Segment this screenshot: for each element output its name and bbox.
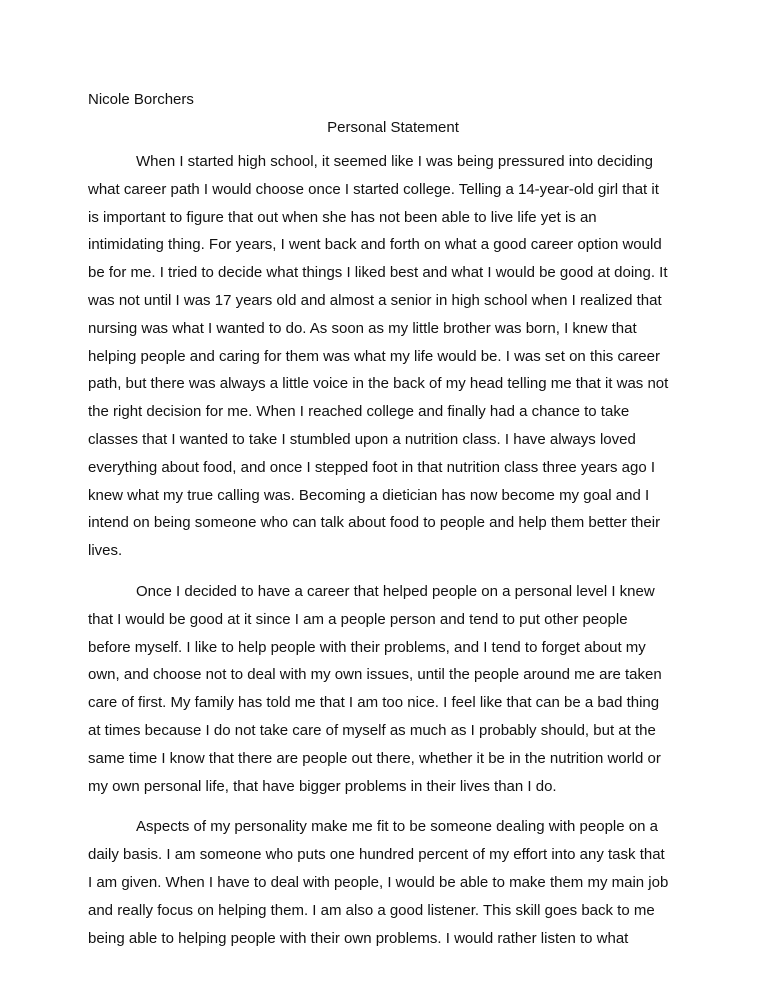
paragraph: [88, 578, 688, 800]
text-line: lives.: [88, 542, 123, 560]
document-body: [88, 148, 688, 965]
text-line: knew what my true calling was. Becoming a dietician has now become my goal and I: [88, 486, 650, 504]
text-line: helping people and caring for them was what my life would be. I was set on this career: [88, 347, 660, 365]
text-line: what career path I would choose once I started college. Telling a 14-year-old girl that it: [88, 180, 659, 198]
paragraph: [88, 148, 688, 565]
text-line: and really focus on helping them. I am also a good listener. This skill goes back to me: [88, 901, 655, 919]
text-line: being able to helping people with their own problems. I would rather listen to what: [88, 929, 629, 947]
text-line: nursing was what I wanted to do. As soon as my little brother was born, I knew that: [88, 319, 637, 337]
text-line: When I started high school, it seemed like I was being pressured into deciding: [136, 153, 653, 170]
text-line: daily basis. I am someone who puts one hundred percent of my effort into any task that: [88, 846, 665, 864]
text-line: that I would be good at it since I am a people person and tend to put other people: [88, 610, 628, 628]
text-line: own, and choose not to deal with my own issues, until the people around me are taken: [88, 666, 662, 684]
text-line: the right decision for me. When I reached college and finally had a chance to take: [88, 403, 630, 421]
paragraph: [88, 813, 688, 952]
text-line: be for me. I tried to decide what things I liked best and what I would be good at doing. It: [88, 264, 668, 282]
text-line: Aspects of my personality make me fit to be someone dealing with people on a: [136, 818, 658, 836]
text-line: was not until I was 17 years old and almost a senior in high school when I realized that: [88, 291, 662, 309]
text-line: same time I know that there are people out there, whether it be in the nutrition world or: [88, 749, 661, 767]
text-line: is important to figure that out when she has not been able to live life yet is an: [88, 208, 597, 226]
text-line: path, but there was always a little voice in the back of my head telling me that it was not: [88, 375, 669, 393]
author-name: Nicole Borchers: [88, 91, 194, 108]
text-line: everything about food, and once I stepped foot in that nutrition class three years ago I: [88, 458, 656, 476]
text-line: care of first. My family has told me that I am too nice. I feel like that can be a bad thing: [88, 694, 660, 712]
text-line: my own personal life, that have bigger problems in their lives than I do.: [88, 777, 557, 795]
document-title: Personal Statement: [327, 119, 459, 136]
text-line: intimidating thing. For years, I went back and forth on what a good career option would: [88, 236, 662, 254]
text-line: at times because I do not take care of myself as much as I probably should, but at the: [88, 721, 656, 739]
text-line: intend on being someone who can talk about food to people and help them better their: [88, 514, 661, 532]
text-line: Once I decided to have a career that helped people on a personal level I knew: [136, 582, 655, 600]
text-line: classes that I wanted to take I stumbled upon a nutrition class. I have always loved: [88, 430, 636, 448]
text-line: I am given. When I have to deal with people, I would be able to make them my main job: [88, 873, 669, 891]
text-line: before myself. I like to help people with their problems, and I tend to forget about my: [88, 638, 646, 656]
